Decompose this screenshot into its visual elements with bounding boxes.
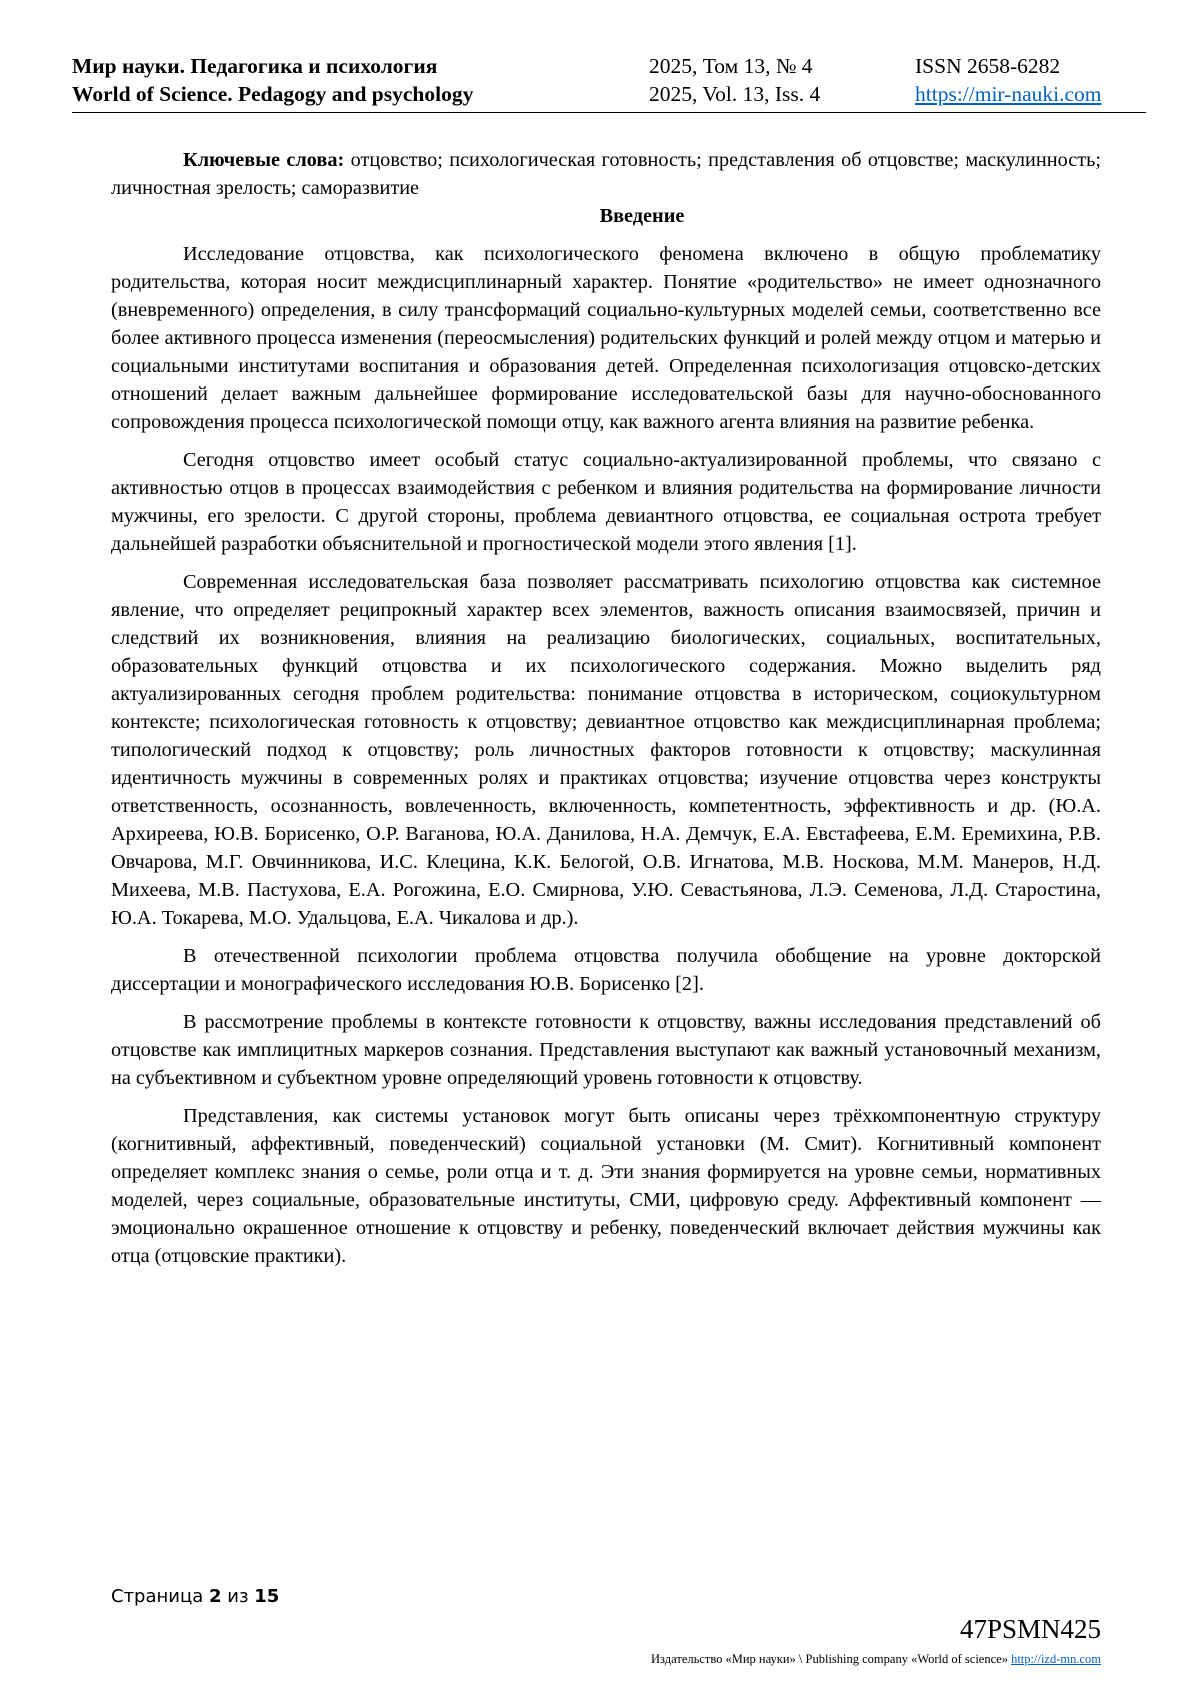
page-label: Страница <box>111 1586 204 1607</box>
article-code: 47PSMN425 <box>959 1614 1101 1644</box>
paragraph: Исследование отцовства, как психологического феномена включено в общую проблематику родительства, которая носит междисциплинарный характер. Понятие «родительство» не имеет однозначного (вневременного) определения, в силу трансформаций социально-культурных моделей семьи, соответственно все более активного процесса изменения (переосмысления) родительских функций и ролей между отцом и матерью и социальными институтами воспитания и образования детей. Определенная психологизация отцовско-детских отношений делает важным дальнейшее формирование исследовательской базы для научно-обоснованного сопровождения процесса психологической помощи отцу, как важного агента влияния на развитие ребенка. <box>111 243 1101 433</box>
page-of: из <box>227 1586 249 1607</box>
paragraph: Сегодня отцовство имеет особый статус социально-актуализированной проблемы, что связано с активностью отцов в процессах взаимодействия с ребенком и влияния родительства на формирование личности мужчины, его зрелости. С другой стороны, проблема девиантного отцовства, ее социальная острота требует дальнейшей разработки объяснительной и прогностической модели этого явления [1]. <box>111 449 1101 555</box>
page-total: 15 <box>254 1586 280 1607</box>
paragraph: В отечественной психологии проблема отцовства получила обобщение на уровне докторской диссертации и монографического исследования Ю.В. Борисенко [2]. <box>111 945 1101 995</box>
article-body <box>111 146 1101 1280</box>
issn-block <box>915 52 1101 108</box>
header-divider <box>72 112 1146 113</box>
journal-title-ru: Мир науки. Педагогика и психология <box>72 54 438 78</box>
journal-url-link[interactable]: https://mir-nauki.com <box>915 82 1102 106</box>
journal-title-block <box>72 52 473 108</box>
keywords-text: отцовство; психологическая готовность; представления об отцовстве; маскулинность; личностная зрелость; саморазвитие <box>111 149 1101 199</box>
issn: ISSN 2658-6282 <box>915 54 1061 78</box>
page-number <box>111 1586 279 1607</box>
paragraph: Современная исследовательская база позволяет рассматривать психологию отцовства как системное явление, что определяет реципрокный характер всех элементов, важность описания взаимосвязей, причин и следствий их возникновения, влияния на реализацию биологических, социальных, воспитательных, образовательных функций отцовства и их психологического содержания. Можно выделить ряд актуализированных сегодня проблем родительства: понимание отцовства в историческом, социокультурном контексте; психологическая готовность к отцовству; девиантное отцовство как междисциплинарная проблема; типологический подход к отцовству; роль личностных факторов готовности к отцовству; маскулинная идентичность мужчины в современных ролях и практиках отцовства; изучение отцовства через конструкты ответственность, осознанность, вовлеченность, включенность, компетентность, эффективность и др. (Ю.А. Архиреева, Ю.В. Борисенко, О.Р. Ваганова, Ю.А. Данилова, Н.А. Демчук, Е.А. Евстафеева, Е.М. Еремихина, Р.В. Овчарова, М.Г. Овчинникова, И.С. Клецина, К.К. Белогой, О.В. Игнатова, М.В. Носкова, М.М. Манеров, Н.Д. Михеева, М.В. Пастухова, Е.А. Рогожина, Е.О. Смирнова, У.Ю. Севастьянова, Л.Э. Семенова, Л.Д. Старостина, Ю.А. Токарева, М.О. Удальцова, Е.А. Чикалова и др.). <box>111 571 1101 929</box>
publisher-url-link[interactable]: http://izd-mn.com <box>1011 1652 1101 1666</box>
keywords-paragraph <box>111 146 1101 202</box>
paragraph: Представления, как системы установок могут быть описаны через трёхкомпонентную структуру (когнитивный, аффективный, поведенческий) социальной установки (М. Смит). Когнитивный компонент определяет комплекс знания о семье, роли отца и т. д. Эти знания формируется на уровне семьи, нормативных моделей, через социальные, образовательные институты, СМИ, цифровую среду. Аффективный компонент — эмоционально окрашенное отношение к отцовству и ребенку, поведенческий включает действия мужчины как отца (отцовские практики). <box>111 1105 1101 1267</box>
journal-title-en: World of Science. Pedagogy and psychology <box>72 82 474 106</box>
page-current: 2 <box>209 1586 222 1607</box>
issue-ru: 2025, Том 13, № 4 <box>649 54 813 78</box>
publisher-text: Издательство «Мир науки» \ Publishing company «World of science» <box>651 1652 1012 1666</box>
keywords-label: Ключевые слова: <box>183 149 345 171</box>
section-title: Введение <box>599 205 685 227</box>
publisher-line <box>651 1652 1101 1667</box>
issue-en: 2025, Vol. 13, Iss. 4 <box>649 82 821 106</box>
issue-block <box>649 52 820 108</box>
paragraph: В рассмотрение проблемы в контексте готовности к отцовству, важны исследования представлений об отцовстве как имплицитных маркеров сознания. Представления выступают как важный установочный механизм, на субъективном и субъектном уровне определяющий уровень готовности к отцовству. <box>111 1011 1101 1089</box>
